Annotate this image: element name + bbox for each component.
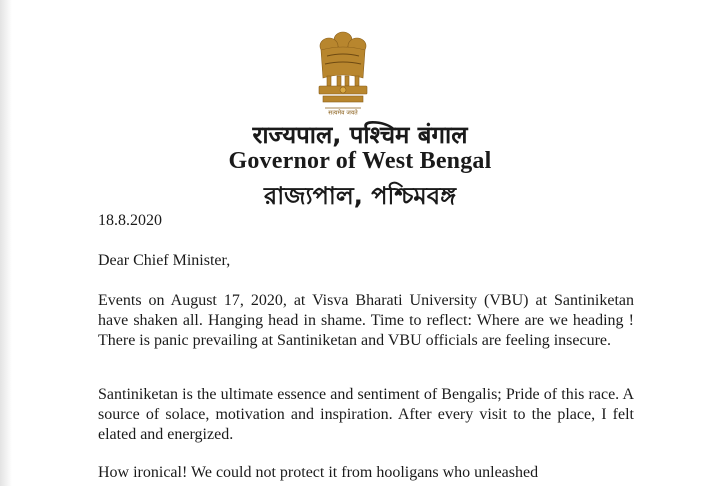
letter-date: 18.8.2020 <box>98 212 162 229</box>
paragraph-2: Santiniketan is the ultimate essence and sentiment of Bengalis; Pride of this race. A source of solace, motivation and inspiration. After every visit to the place, I felt elated and energized. <box>98 386 634 443</box>
paragraph-1: Events on August 17, 2020, at Visva Bharati University (VBU) at Santiniketan have shaken all. Hanging head in shame. Time to reflect: Where are we heading ! There is panic prevailing at Santiniketan and VBU officials are feeling insecure. <box>98 292 634 349</box>
letterhead-title-bengali: রাজ্যপাল, পশ্চিমবঙ্গ <box>264 182 456 210</box>
national-emblem-icon <box>313 26 373 118</box>
letterhead-title-hindi: राज्यपाल, पश्चिम बंगाल <box>252 121 468 149</box>
emblem-motto: सत्यमेव जयते <box>328 109 358 117</box>
letterhead-title-english: Governor of West Bengal <box>228 148 492 174</box>
paragraph-3: How ironical! We could not protect it from hooligans who unleashed <box>98 464 539 481</box>
letter-salutation: Dear Chief Minister, <box>98 252 231 269</box>
